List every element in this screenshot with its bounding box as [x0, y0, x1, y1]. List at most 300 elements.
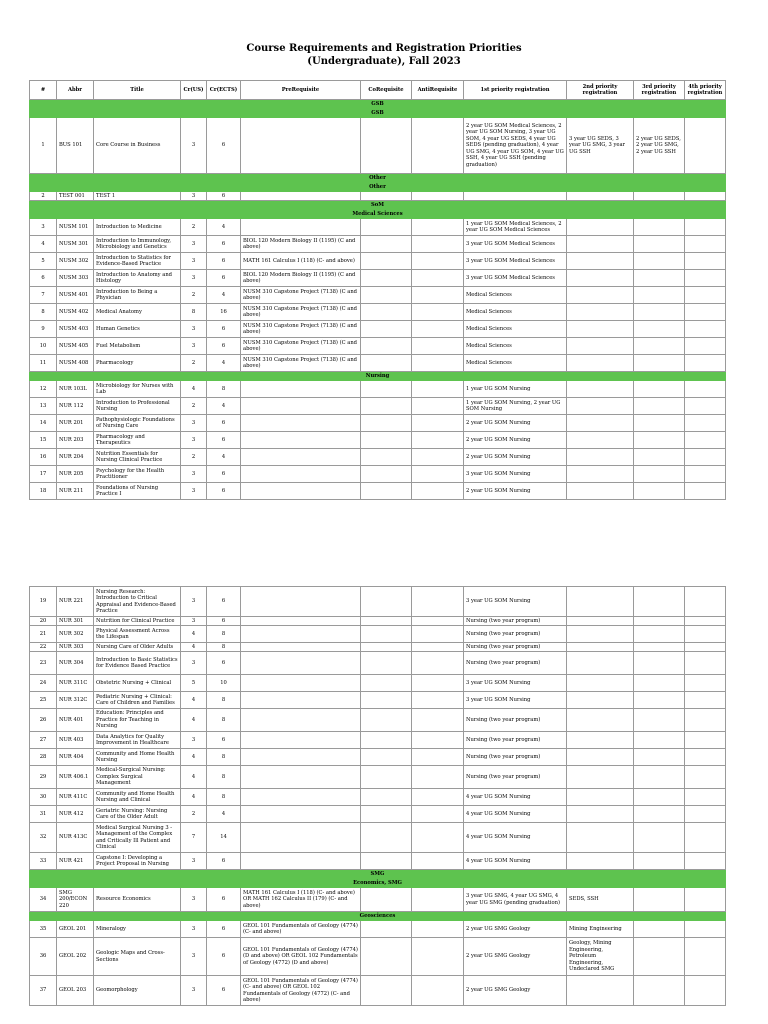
col-priority-1-cell: 2 year UG SOM Nursing	[464, 483, 567, 500]
col-antirequisite-header: AntiRequisite	[412, 81, 464, 100]
col-priority-3-cell	[634, 253, 685, 270]
col-priority-1-cell: 3 year UG SOM Nursing	[464, 466, 567, 483]
table-row	[30, 806, 726, 823]
col-credits-us-cell: 3	[181, 732, 207, 749]
col-abbr-cell: NUSM 303	[57, 270, 94, 287]
col-prerequisite-cell: BIOL 120 Modern Biology II (1195) (C and above)	[241, 236, 361, 253]
col-priority-2-cell	[567, 789, 634, 806]
col-credits-ects-cell: 6	[207, 192, 241, 201]
col-abbr-cell: NUR 201	[57, 415, 94, 432]
col-corequisite-cell	[361, 304, 412, 321]
table-row	[30, 675, 726, 692]
col-antirequisite-cell	[412, 675, 464, 692]
col-credits-us-cell: 4	[181, 789, 207, 806]
registration-table-part-2	[29, 586, 726, 1006]
col-credits-ects-cell: 10	[207, 675, 241, 692]
col-prerequisite-cell	[241, 449, 361, 466]
registration-table-part-1	[29, 80, 726, 500]
col-antirequisite-cell	[412, 304, 464, 321]
col-credits-ects-cell: 6	[207, 432, 241, 449]
col-corequisite-cell	[361, 749, 412, 766]
col-prerequisite-cell	[241, 692, 361, 709]
table-body	[30, 587, 726, 1006]
col-title-cell: Introduction to Statistics for Evidence-Based Practice	[94, 253, 181, 270]
table-row	[30, 732, 726, 749]
col-credits-us-cell: 3	[181, 253, 207, 270]
table-row	[30, 355, 726, 372]
col-priority-2-cell	[567, 853, 634, 870]
table-body	[30, 100, 726, 500]
col-number-cell: 11	[30, 355, 57, 372]
col-priority-1-cell: 4 year UG SOM Nursing	[464, 823, 567, 853]
col-priority-1-cell: Nursing (two year program)	[464, 652, 567, 675]
col-priority-4-cell	[685, 643, 726, 652]
col-credits-us-cell: 2	[181, 219, 207, 236]
page-title-line-1: Course Requirements and Registration Priorities	[246, 43, 522, 54]
table-row	[30, 219, 726, 236]
col-credits-ects-cell: 8	[207, 643, 241, 652]
col-credits-ects-cell: 4	[207, 806, 241, 823]
col-credits-us-cell: 3	[181, 236, 207, 253]
table-row	[30, 976, 726, 1006]
col-number-cell: 29	[30, 766, 57, 789]
table-row	[30, 749, 726, 766]
col-priority-3-cell	[634, 626, 685, 643]
col-priority-3-cell	[634, 643, 685, 652]
col-priority-2-cell	[567, 236, 634, 253]
col-abbr-cell: NUR 204	[57, 449, 94, 466]
col-number-cell: 14	[30, 415, 57, 432]
table-row	[30, 118, 726, 174]
col-antirequisite-cell	[412, 449, 464, 466]
col-priority-2-cell	[567, 749, 634, 766]
col-priority-2-cell	[567, 692, 634, 709]
col-credits-ects-cell: 6	[207, 415, 241, 432]
col-credits-us-cell: 3	[181, 432, 207, 449]
col-priority-4-cell	[685, 789, 726, 806]
col-credits-ects-cell: 8	[207, 749, 241, 766]
col-prerequisite-cell	[241, 749, 361, 766]
col-corequisite-cell	[361, 652, 412, 675]
table-row	[30, 626, 726, 643]
col-priority-4-cell	[685, 823, 726, 853]
col-corequisite-cell	[361, 806, 412, 823]
col-number-cell: 6	[30, 270, 57, 287]
col-corequisite-cell	[361, 398, 412, 415]
col-title-cell: Foundations of Nursing Practice I	[94, 483, 181, 500]
col-number-cell: 3	[30, 219, 57, 236]
col-number-cell: 33	[30, 853, 57, 870]
col-abbr-cell: NUR 112	[57, 398, 94, 415]
col-abbr-cell: NUR 411C	[57, 789, 94, 806]
col-antirequisite-cell	[412, 587, 464, 617]
col-corequisite-cell	[361, 626, 412, 643]
col-title-cell: Medical Surgical Nursing 3 - Management of the Complex and Critically Ill Patient and Clinical	[94, 823, 181, 853]
col-abbr-cell: SMG 200/ECON 220	[57, 888, 94, 912]
col-priority-4-cell	[685, 709, 726, 732]
col-title-cell: Community and Home Health Nursing and Clinical	[94, 789, 181, 806]
col-title-cell: Pediatric Nursing + Clinical: Care of Children and Families	[94, 692, 181, 709]
col-credits-us-cell: 3	[181, 938, 207, 976]
col-priority-2-cell	[567, 675, 634, 692]
col-priority-2-cell	[567, 483, 634, 500]
col-antirequisite-cell	[412, 192, 464, 201]
col-antirequisite-cell	[412, 236, 464, 253]
col-priority-2-cell: Geology, Mining Engineering, Petroleum Engineering, Undeclared SMG	[567, 938, 634, 976]
col-title-cell: Introduction to Basic Statistics for Evidence Based Practice	[94, 652, 181, 675]
table-row	[30, 321, 726, 338]
col-corequisite-cell	[361, 587, 412, 617]
col-priority-2-cell	[567, 449, 634, 466]
col-abbr-cell: NUR 205	[57, 466, 94, 483]
col-priority-3-cell	[634, 938, 685, 976]
col-priority-1-cell: 3 year UG SOM Medical Sciences	[464, 270, 567, 287]
col-credits-us-cell: 7	[181, 823, 207, 853]
col-corequisite-cell	[361, 466, 412, 483]
col-credits-us-cell: 4	[181, 626, 207, 643]
table-row	[30, 253, 726, 270]
col-priority-3-cell	[634, 236, 685, 253]
col-priority-1-cell: 1 year UG SOM Nursing	[464, 381, 567, 398]
col-priority-4-cell	[685, 415, 726, 432]
col-abbr-cell: NUR 303	[57, 643, 94, 652]
col-priority-3-cell	[634, 749, 685, 766]
col-priority-3-cell	[634, 321, 685, 338]
col-number-cell: 21	[30, 626, 57, 643]
col-priority-3-cell	[634, 853, 685, 870]
col-title-cell: Mineralogy	[94, 921, 181, 938]
col-corequisite-cell	[361, 381, 412, 398]
col-priority-4-cell	[685, 921, 726, 938]
section-label: GSB	[30, 109, 726, 118]
col-prerequisite-cell	[241, 643, 361, 652]
col-priority-1-cell: 3 year UG SOM Nursing	[464, 675, 567, 692]
col-corequisite-cell	[361, 270, 412, 287]
col-title-cell: Medical Anatomy	[94, 304, 181, 321]
col-abbr-cell: NUSM 301	[57, 236, 94, 253]
col-priority-1-cell: Medical Sciences	[464, 338, 567, 355]
col-corequisite-cell	[361, 938, 412, 976]
col-priority-1-cell: Nursing (two year program)	[464, 749, 567, 766]
page-title-line-2: (Undergraduate), Fall 2023	[307, 56, 461, 67]
col-corequisite-cell	[361, 219, 412, 236]
col-number-cell: 15	[30, 432, 57, 449]
col-priority-4-cell	[685, 466, 726, 483]
col-priority-2-cell	[567, 626, 634, 643]
col-credits-us-cell: 3	[181, 321, 207, 338]
col-credits-us-cell: 4	[181, 692, 207, 709]
col-credits-us-cell: 3	[181, 853, 207, 870]
col-priority-2-cell	[567, 192, 634, 201]
col-priority-3-cell	[634, 675, 685, 692]
col-title-cell: Geriatric Nursing: Nursing Care of the Older Adult	[94, 806, 181, 823]
col-priority-1-cell	[464, 192, 567, 201]
col-credits-us-cell: 2	[181, 287, 207, 304]
col-prerequisite-cell: BIOL 120 Modern Biology II (1195) (C and above)	[241, 270, 361, 287]
col-prerequisite-cell: MATH 161 Calculus I (118) (C- and above) OR MATH 162 Calculus II (179) (C- and above)	[241, 888, 361, 912]
col-credits-ects-cell: 6	[207, 118, 241, 174]
section-header-row	[30, 912, 726, 921]
col-priority-2-cell	[567, 253, 634, 270]
col-priority-1-cell: 3 year UG SOM Nursing	[464, 587, 567, 617]
col-credits-us-header: Cr(US)	[181, 81, 207, 100]
col-priority-4-cell	[685, 652, 726, 675]
col-credits-us-cell: 2	[181, 449, 207, 466]
col-prerequisite-cell	[241, 823, 361, 853]
col-abbr-cell: NUR 404	[57, 749, 94, 766]
col-number-cell: 12	[30, 381, 57, 398]
col-prerequisite-cell: NUSM 310 Capstone Project (7138) (C and above)	[241, 304, 361, 321]
col-credits-ects-cell: 6	[207, 321, 241, 338]
col-priority-1-cell: Medical Sciences	[464, 304, 567, 321]
col-credits-us-cell: 3	[181, 466, 207, 483]
col-priority-1-cell: 4 year UG SOM Nursing	[464, 806, 567, 823]
col-title-cell: Introduction to Immunology, Microbiology and Genetics	[94, 236, 181, 253]
col-priority-3-cell	[634, 766, 685, 789]
col-antirequisite-cell	[412, 709, 464, 732]
col-title-cell: Psychology for the Health Practitioner	[94, 466, 181, 483]
col-credits-us-cell: 3	[181, 338, 207, 355]
section-label: GSB	[30, 100, 726, 109]
col-credits-ects-cell: 6	[207, 938, 241, 976]
col-priority-1-cell: 3 year UG SOM Nursing	[464, 692, 567, 709]
col-credits-ects-header: Cr(ECTS)	[207, 81, 241, 100]
col-antirequisite-cell	[412, 287, 464, 304]
col-priority-4-cell	[685, 236, 726, 253]
section-header-row	[30, 174, 726, 183]
col-corequisite-cell	[361, 192, 412, 201]
col-antirequisite-cell	[412, 355, 464, 372]
col-priority-4-cell	[685, 732, 726, 749]
col-credits-ects-cell: 6	[207, 617, 241, 626]
col-priority-3-cell	[634, 617, 685, 626]
col-antirequisite-cell	[412, 415, 464, 432]
col-prerequisite-cell	[241, 617, 361, 626]
table-row	[30, 709, 726, 732]
col-credits-us-cell: 2	[181, 806, 207, 823]
col-abbr-cell: NUSM 401	[57, 287, 94, 304]
col-prerequisite-cell	[241, 709, 361, 732]
col-credits-us-cell: 5	[181, 675, 207, 692]
col-abbr-cell: GEOL 202	[57, 938, 94, 976]
col-priority-2-cell	[567, 732, 634, 749]
col-credits-ects-cell: 4	[207, 355, 241, 372]
col-title-cell: Obstetric Nursing + Clinical	[94, 675, 181, 692]
col-credits-ects-cell: 6	[207, 587, 241, 617]
col-priority-2-cell	[567, 270, 634, 287]
col-prerequisite-cell: GEOL 101 Fundamentals of Geology (4774) (C- and above) OR GEOL 102 Fundamentals of Geology (4772) (C- and above)	[241, 976, 361, 1006]
col-credits-us-cell: 3	[181, 270, 207, 287]
col-priority-2-cell	[567, 823, 634, 853]
col-corequisite-cell	[361, 766, 412, 789]
col-priority-1-cell: 2 year UG SMG Geology	[464, 921, 567, 938]
col-credits-ects-cell: 6	[207, 976, 241, 1006]
col-credits-ects-cell: 8	[207, 709, 241, 732]
col-prerequisite-cell: MATH 161 Calculus I (118) (C- and above)	[241, 253, 361, 270]
col-priority-3-cell	[634, 652, 685, 675]
col-title-cell: Introduction to Medicine	[94, 219, 181, 236]
col-priority-3-cell	[634, 732, 685, 749]
col-number-cell: 4	[30, 236, 57, 253]
section-header-row	[30, 210, 726, 219]
col-antirequisite-cell	[412, 749, 464, 766]
col-credits-ects-cell: 8	[207, 381, 241, 398]
col-priority-3-cell	[634, 219, 685, 236]
section-label: Economics, SMG	[30, 879, 726, 888]
col-antirequisite-cell	[412, 732, 464, 749]
col-priority-1-cell: 2 year UG SOM Nursing	[464, 432, 567, 449]
col-credits-ects-cell: 6	[207, 236, 241, 253]
col-priority-3-header: 3rd priority registration	[634, 81, 685, 100]
col-prerequisite-cell: NUSM 310 Capstone Project (7138) (C and above)	[241, 338, 361, 355]
col-prerequisite-cell	[241, 766, 361, 789]
col-priority-4-cell	[685, 938, 726, 976]
col-corequisite-cell	[361, 888, 412, 912]
col-credits-us-cell: 3	[181, 118, 207, 174]
col-priority-2-header: 2nd priority registration	[567, 81, 634, 100]
col-number-cell: 8	[30, 304, 57, 321]
col-priority-2-cell	[567, 643, 634, 652]
col-number-cell: 34	[30, 888, 57, 912]
col-priority-2-cell	[567, 415, 634, 432]
col-credits-us-cell: 2	[181, 355, 207, 372]
table-row	[30, 398, 726, 415]
col-priority-3-cell	[634, 709, 685, 732]
col-antirequisite-cell	[412, 626, 464, 643]
col-credits-ects-cell: 8	[207, 766, 241, 789]
col-priority-4-cell	[685, 483, 726, 500]
col-priority-4-cell	[685, 118, 726, 174]
table-row	[30, 270, 726, 287]
col-priority-4-cell	[685, 270, 726, 287]
col-priority-1-cell: Nursing (two year program)	[464, 643, 567, 652]
col-priority-3-cell	[634, 287, 685, 304]
col-priority-3-cell	[634, 432, 685, 449]
col-abbr-cell: NUR 421	[57, 853, 94, 870]
col-abbr-cell: NUR 403	[57, 732, 94, 749]
col-priority-3-cell	[634, 976, 685, 1006]
col-priority-1-cell: 4 year UG SOM Nursing	[464, 789, 567, 806]
col-number-cell: 18	[30, 483, 57, 500]
col-number-cell: 30	[30, 789, 57, 806]
col-antirequisite-cell	[412, 976, 464, 1006]
col-number-cell: 28	[30, 749, 57, 766]
col-priority-3-cell	[634, 806, 685, 823]
col-antirequisite-cell	[412, 466, 464, 483]
col-credits-us-cell: 2	[181, 398, 207, 415]
col-priority-1-cell: Nursing (two year program)	[464, 709, 567, 732]
table-row	[30, 853, 726, 870]
section-header-row	[30, 109, 726, 118]
col-prerequisite-cell	[241, 432, 361, 449]
table-row	[30, 652, 726, 675]
col-priority-2-cell	[567, 766, 634, 789]
col-priority-4-cell	[685, 617, 726, 626]
table-row	[30, 692, 726, 709]
col-corequisite-cell	[361, 692, 412, 709]
col-number-cell: 16	[30, 449, 57, 466]
col-antirequisite-cell	[412, 823, 464, 853]
col-number-cell: 20	[30, 617, 57, 626]
col-priority-1-cell: 2 year UG SMG Geology	[464, 976, 567, 1006]
section-header-row	[30, 183, 726, 192]
col-prerequisite-cell	[241, 118, 361, 174]
table-row	[30, 587, 726, 617]
col-priority-1-cell: 3 year UG SOM Medical Sciences	[464, 253, 567, 270]
col-abbr-cell: NUR 311C	[57, 675, 94, 692]
col-priority-1-cell: Medical Sciences	[464, 355, 567, 372]
col-prerequisite-cell	[241, 626, 361, 643]
col-number-cell: 36	[30, 938, 57, 976]
col-number-cell: 31	[30, 806, 57, 823]
col-abbr-cell: NUSM 403	[57, 321, 94, 338]
col-credits-ects-cell: 4	[207, 449, 241, 466]
col-antirequisite-cell	[412, 338, 464, 355]
col-corequisite-cell	[361, 732, 412, 749]
col-priority-2-cell: 3 year UG SEDS, 3 year UG SMG, 3 year UG SSH	[567, 118, 634, 174]
col-abbr-cell: NUR 103L	[57, 381, 94, 398]
col-credits-us-cell: 3	[181, 617, 207, 626]
col-title-cell: Fuel Metabolism	[94, 338, 181, 355]
col-priority-3-cell	[634, 692, 685, 709]
col-title-cell: Medical-Surgical Nursing: Complex Surgical Management	[94, 766, 181, 789]
col-title-cell: Community and Home Health Nursing	[94, 749, 181, 766]
col-corequisite-cell	[361, 432, 412, 449]
col-antirequisite-cell	[412, 652, 464, 675]
col-credits-us-cell: 3	[181, 652, 207, 675]
col-number-cell: 27	[30, 732, 57, 749]
col-abbr-cell: NUR 401	[57, 709, 94, 732]
table-row	[30, 304, 726, 321]
col-prerequisite-cell	[241, 219, 361, 236]
col-antirequisite-cell	[412, 381, 464, 398]
col-antirequisite-cell	[412, 692, 464, 709]
col-title-cell: Introduction to Being a Physician	[94, 287, 181, 304]
col-abbr-cell: NUSM 408	[57, 355, 94, 372]
col-priority-1-cell: 2 year UG SMG Geology	[464, 938, 567, 976]
col-abbr-cell: NUR 302	[57, 626, 94, 643]
col-priority-4-cell	[685, 398, 726, 415]
col-credits-us-cell: 4	[181, 643, 207, 652]
col-priority-2-cell	[567, 381, 634, 398]
col-priority-2-cell	[567, 806, 634, 823]
col-number-header: #	[30, 81, 57, 100]
col-corequisite-cell	[361, 853, 412, 870]
col-title-cell: Nutrition for Clinical Practice	[94, 617, 181, 626]
col-priority-1-cell: Nursing (two year program)	[464, 766, 567, 789]
col-credits-us-cell: 4	[181, 749, 207, 766]
col-priority-1-cell: Medical Sciences	[464, 321, 567, 338]
col-priority-3-cell	[634, 823, 685, 853]
col-priority-3-cell	[634, 398, 685, 415]
col-number-cell: 2	[30, 192, 57, 201]
col-abbr-cell: NUR 413C	[57, 823, 94, 853]
section-label: SMG	[30, 870, 726, 879]
col-priority-4-cell	[685, 449, 726, 466]
col-corequisite-cell	[361, 253, 412, 270]
col-title-cell: Human Genetics	[94, 321, 181, 338]
col-priority-2-cell	[567, 355, 634, 372]
col-priority-1-cell: 3 year UG SMG, 4 year UG SMG, 4 year UG SMG (pending graduation)	[464, 888, 567, 912]
section-header-row	[30, 201, 726, 210]
table-row	[30, 432, 726, 449]
col-credits-us-cell: 3	[181, 921, 207, 938]
col-credits-ects-cell: 14	[207, 823, 241, 853]
col-credits-us-cell: 8	[181, 304, 207, 321]
col-credits-ects-cell: 6	[207, 888, 241, 912]
col-credits-ects-cell: 8	[207, 692, 241, 709]
col-antirequisite-cell	[412, 938, 464, 976]
